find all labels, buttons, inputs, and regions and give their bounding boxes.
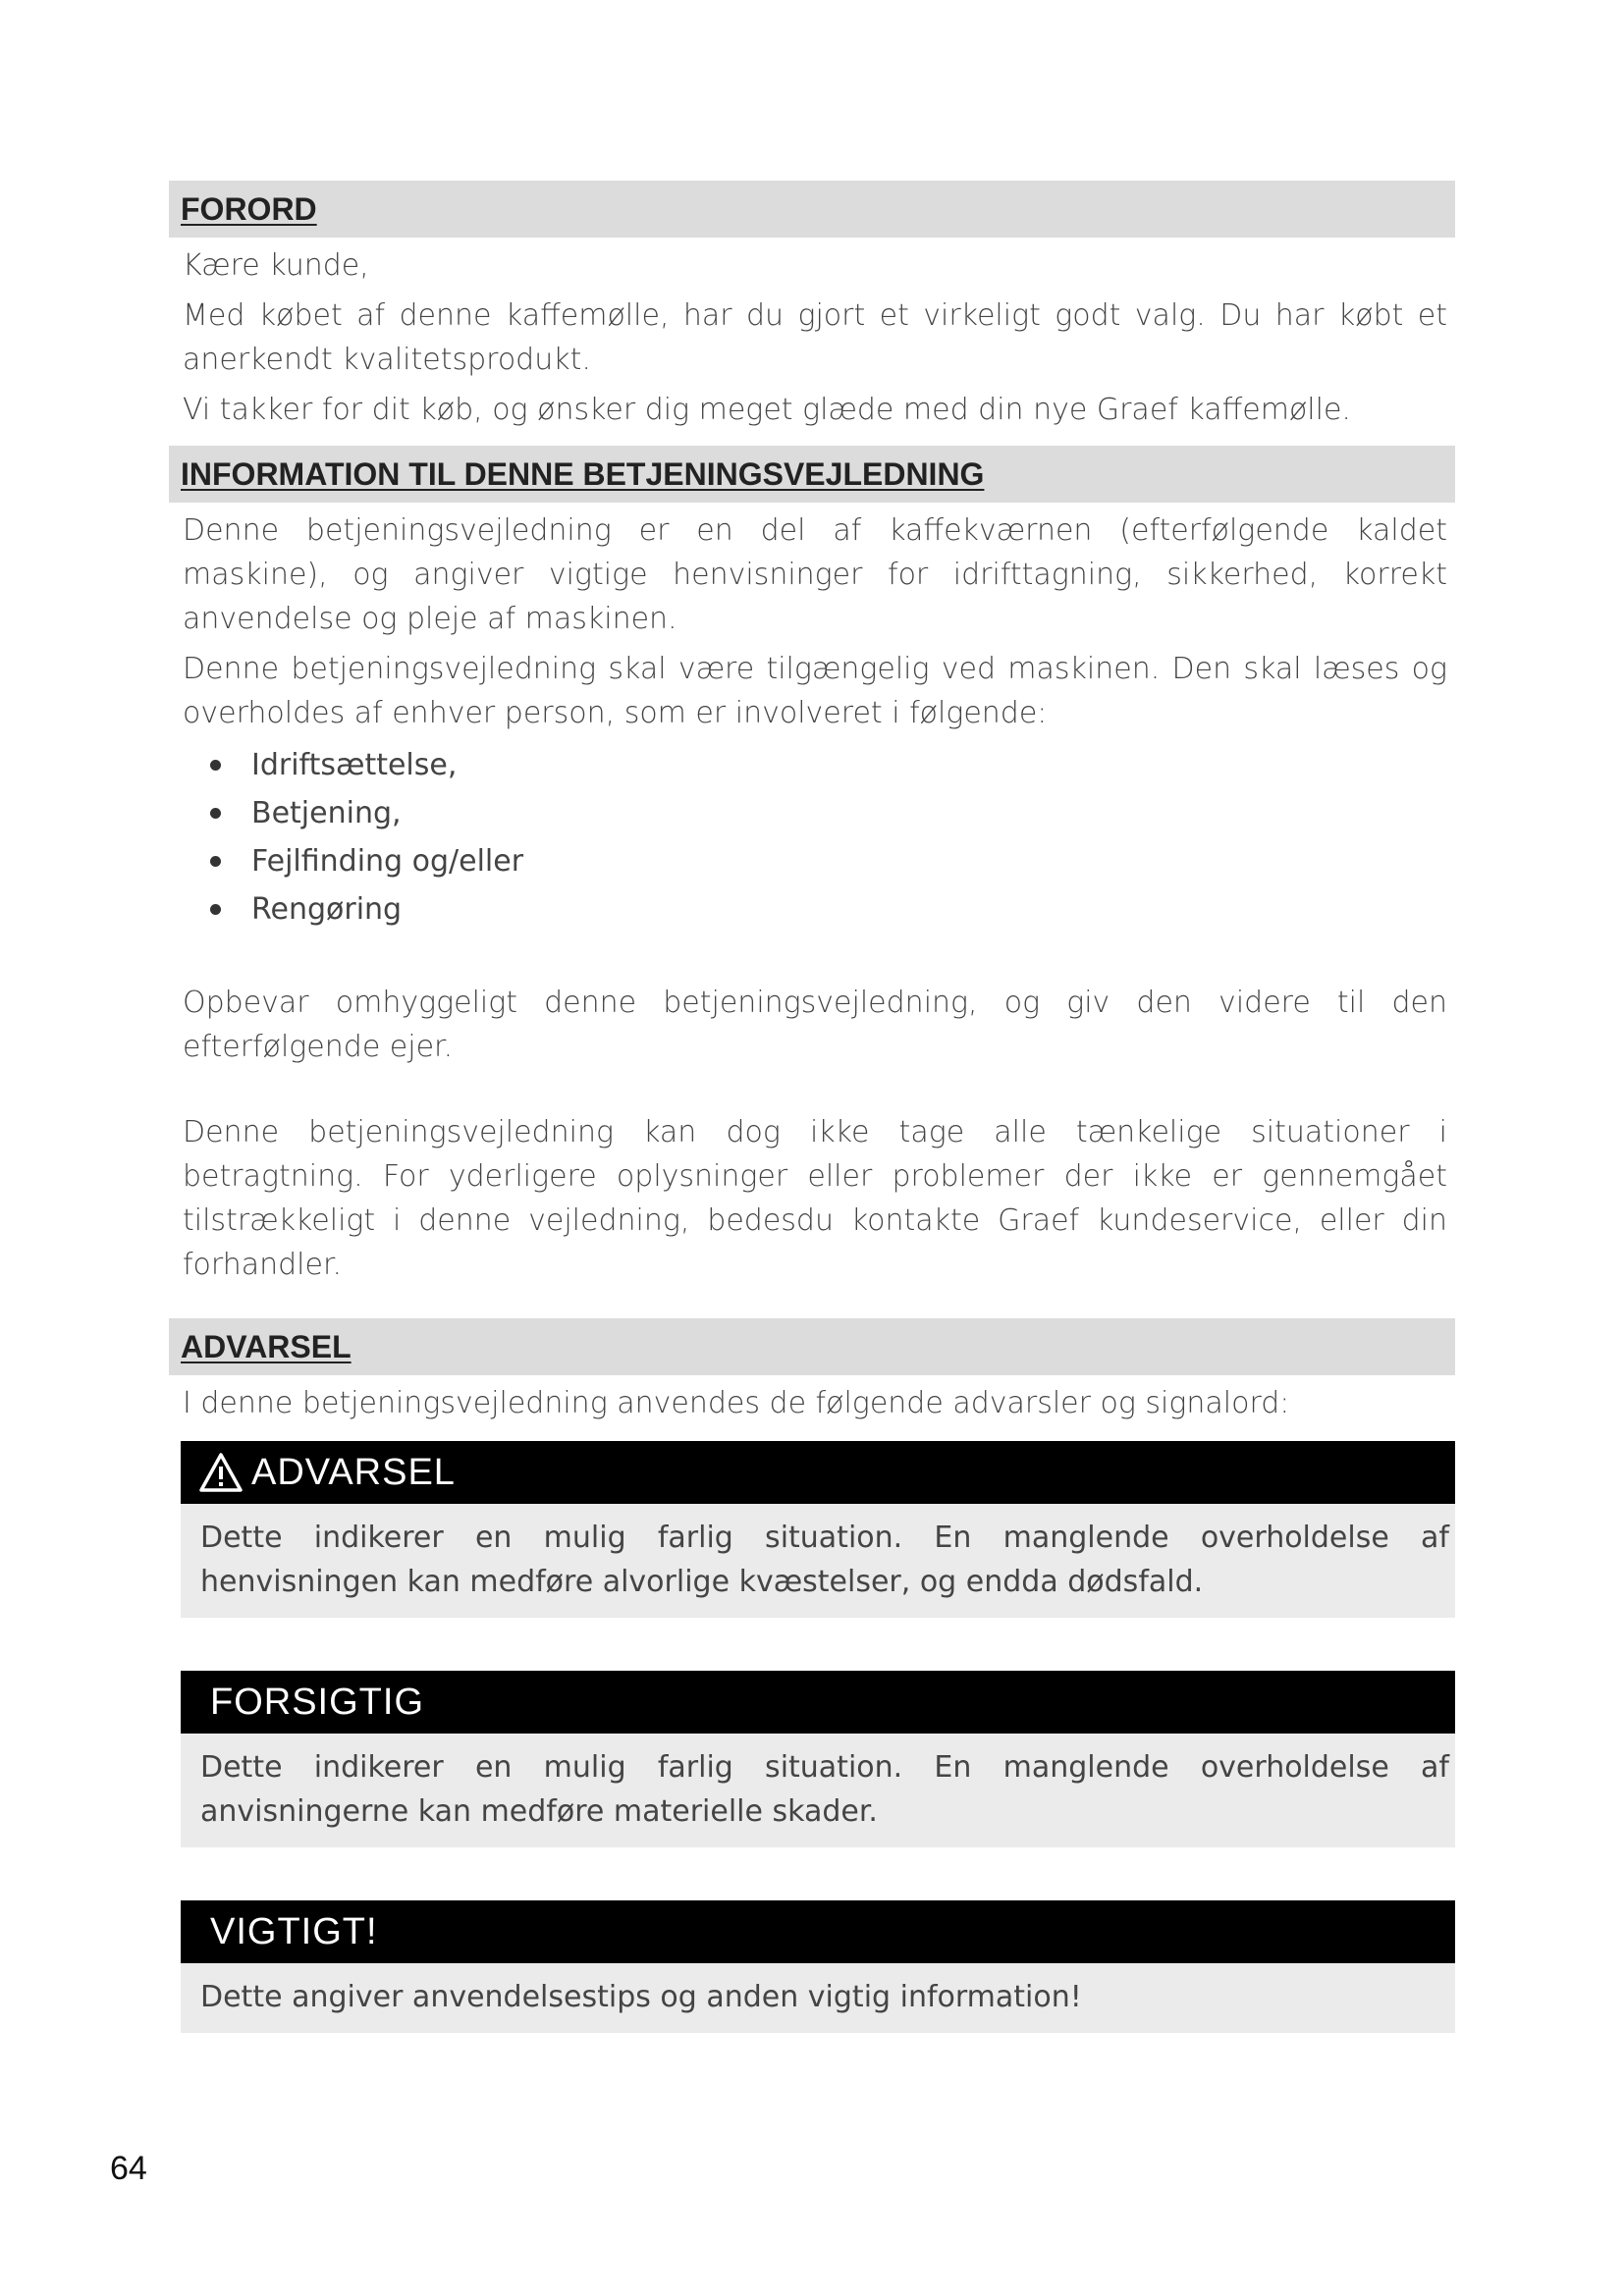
information-paragraph-3: Opbevar omhyggeligt denne betjeningsvejledning, og giv den videre til den efterfølgende ejer. — [183, 986, 1447, 1064]
caution-label: FORSIGTIG — [210, 1681, 424, 1723]
list-item-text: Idriftsættelse, — [251, 748, 458, 782]
warning-notice-header — [181, 1441, 1455, 1504]
list-item — [210, 741, 1455, 789]
forord-paragraph-1: Med købet af denne kaffemølle, har du gjort et virkeligt godt valg. Du har købt et anerkendt kvalitetsprodukt. — [183, 298, 1447, 377]
information-paragraph-2: Denne betjeningsvejledning skal være tilgængelig ved maskinen. Den skal læses og overholdes af enhver person, som er involveret i følgende: — [183, 652, 1447, 730]
list-item — [210, 885, 1455, 934]
important-text: Dette angiver anvendelsestips og anden vigtig information! — [200, 1980, 1082, 2014]
warning-text: Dette indikerer en mulig farlig situation. En manglende overholdelse af henvisningen kan medføre alvorlige kvæstelser, og endda dødsfald. — [200, 1521, 1449, 1599]
section-header-information — [169, 446, 1455, 503]
bullet-icon — [210, 760, 221, 771]
section-header-forord — [169, 181, 1455, 238]
important-notice-body — [181, 1963, 1455, 2033]
information-paragraph-1: Denne betjeningsvejledning er en del af kaffekværnen (efterfølgende kaldet maskine), og angiver vigtige henvisninger for idrifttagning, sikkerhed, korrekt anvendelse og pleje af maskinen. — [183, 513, 1447, 636]
list-item-text: Rengøring — [251, 892, 403, 927]
forord-paragraph-2: Vi takker for dit køb, og ønsker dig meget glæde med din nye Graef kaffemølle. — [183, 393, 1351, 427]
information-paragraph-4: Denne betjeningsvejledning kan dog ikke tage alle tænkelige situationer i betragtning. For yderligere oplysninger eller problemer der ikke er gennemgået tilstrækkeligt i denne vejledning, bedesdu kontakte Graef kundeservice, eller din forhandler. — [183, 1115, 1447, 1282]
section-title-advarsel: ADVARSEL — [181, 1328, 352, 1364]
warning-label: ADVARSEL — [251, 1451, 456, 1493]
list-item-text: Fejlfinding og/eller — [251, 844, 524, 879]
page-number: 64 — [110, 2150, 147, 2187]
caution-notice — [181, 1671, 1455, 1847]
important-label: VIGTIGT! — [210, 1910, 378, 1952]
list-item-text: Betjening, — [251, 796, 402, 830]
important-notice-header — [181, 1900, 1455, 1963]
warning-triangle-icon — [198, 1452, 244, 1493]
advarsel-intro: I denne betjeningsvejledning anvendes de følgende advarsler og signalord: — [183, 1386, 1290, 1420]
section-header-advarsel — [169, 1318, 1455, 1375]
caution-notice-body — [181, 1734, 1455, 1847]
page-content — [169, 181, 1455, 2033]
section-title-information: INFORMATION TIL DENNE BETJENINGSVEJLEDNING — [181, 455, 985, 492]
greeting-text: Kære kunde, — [183, 248, 369, 283]
bullet-list — [169, 741, 1455, 934]
bullet-icon — [210, 904, 221, 915]
bullet-icon — [210, 856, 221, 867]
caution-notice-header — [181, 1671, 1455, 1734]
list-item — [210, 789, 1455, 837]
warning-notice-body — [181, 1504, 1455, 1618]
important-notice — [181, 1900, 1455, 2033]
bullet-icon — [210, 808, 221, 819]
section-title-forord: FORORD — [181, 190, 317, 227]
warning-notice — [181, 1441, 1455, 1618]
list-item — [210, 837, 1455, 885]
caution-text: Dette indikerer en mulig farlig situation. En manglende overholdelse af anvisningerne kan medføre materielle skader. — [200, 1750, 1449, 1829]
